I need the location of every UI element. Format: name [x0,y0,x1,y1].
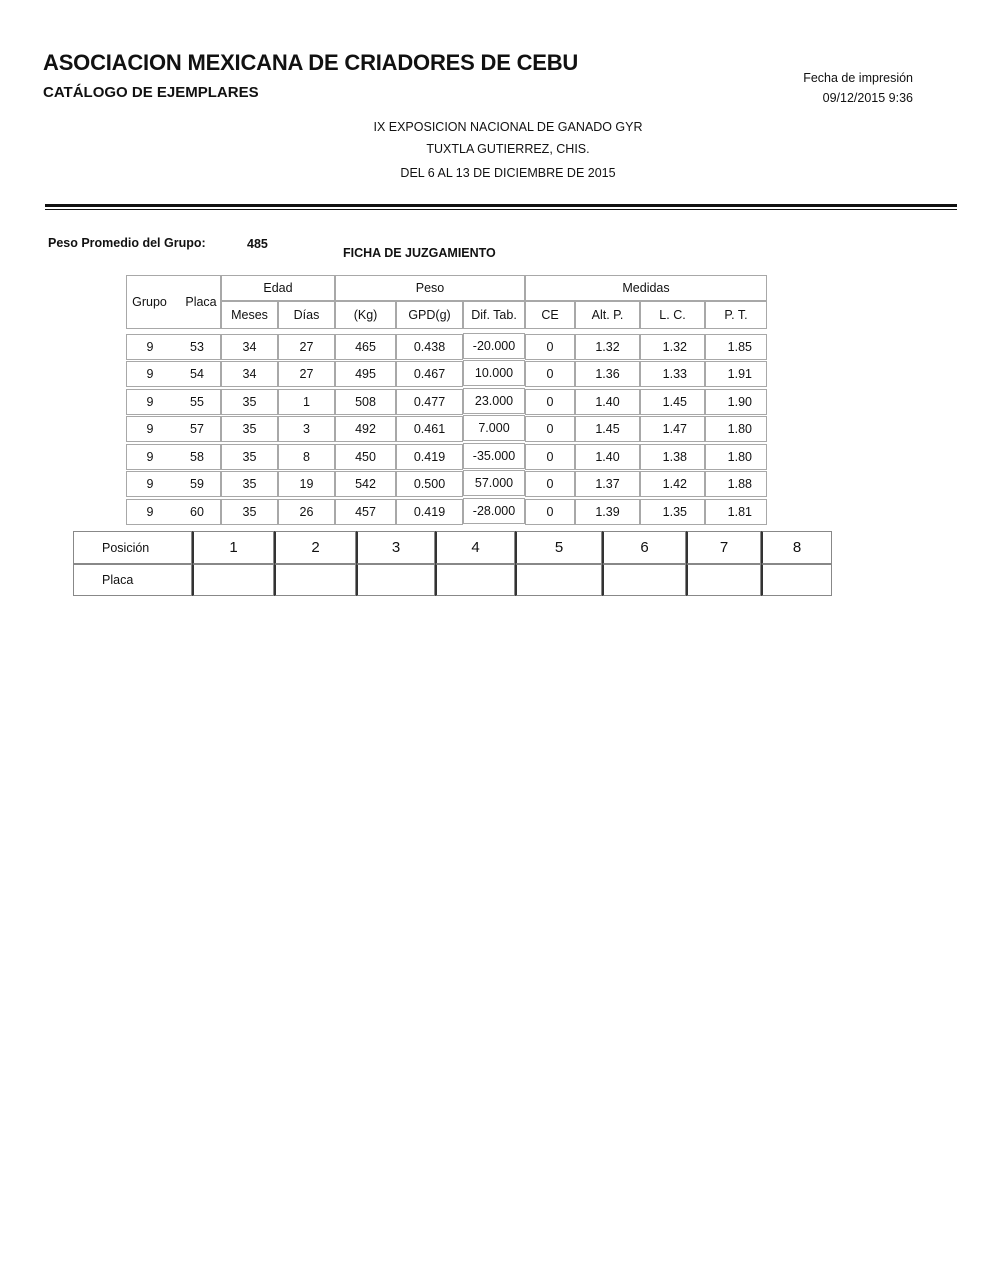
cell-placa: 57 [190,422,204,436]
placa-entry-6[interactable] [602,564,686,596]
cell-dias: 26 [278,499,335,525]
position-number-7: 7 [686,531,761,564]
subheader-ce: CE [525,301,575,329]
cell-ce: 0 [525,444,575,470]
cell-p-t: 1.85 [705,334,767,360]
cell-alt-p: 1.37 [575,471,640,497]
header-grupo: Grupo [132,295,167,309]
cell-placa: 60 [190,505,204,519]
cell-gpd: 0.419 [396,444,463,470]
cell-ce: 0 [525,389,575,415]
cell-gpd: 0.477 [396,389,463,415]
group-average-weight-label: Peso Promedio del Grupo: [48,236,206,250]
cell-grupo: 9 [146,395,154,409]
cell-grupo: 9 [146,422,154,436]
cell-grupo: 9 [146,367,154,381]
placa-entry-3[interactable] [356,564,435,596]
position-number-4: 4 [435,531,515,564]
subheader-l-c: L. C. [640,301,705,329]
document-subtitle: CATÁLOGO DE EJEMPLARES [43,84,259,101]
subheader-dias: Días [278,301,335,329]
cell-ce: 0 [525,361,575,387]
placa-entry-7[interactable] [686,564,761,596]
cell-meses: 35 [221,444,278,470]
cell-alt-p: 1.40 [575,389,640,415]
cell-l-c: 1.45 [640,389,705,415]
cell-ce: 0 [525,499,575,525]
cell-dif-tab: 7.000 [463,415,525,441]
cell-placa: 54 [190,367,204,381]
cell-gpd: 0.461 [396,416,463,442]
subheader-dif-tab: Dif. Tab. [463,301,525,329]
cell-meses: 35 [221,499,278,525]
subheader-meses: Meses [221,301,278,329]
cell-placa: 58 [190,450,204,464]
cell-l-c: 1.38 [640,444,705,470]
cell-l-c: 1.32 [640,334,705,360]
subheader-gpd: GPD(g) [396,301,463,329]
cell-grupo: 9 [146,505,154,519]
cell-kg: 508 [335,389,396,415]
cell-kg: 542 [335,471,396,497]
event-name: IX EXPOSICION NACIONAL DE GANADO GYR [373,120,643,134]
cell-alt-p: 1.32 [575,334,640,360]
cell-placa: 55 [190,395,204,409]
cell-dias: 27 [278,334,335,360]
placa-row-label: Placa [73,564,192,596]
cell-grupo: 9 [146,450,154,464]
position-number-3: 3 [356,531,435,564]
placa-entry-1[interactable] [192,564,274,596]
header-edad: Edad [221,275,335,301]
event-dates: DEL 6 AL 13 DE DICIEMBRE DE 2015 [400,166,616,180]
cell-dif-tab: 23.000 [463,388,525,414]
cell-dif-tab: 10.000 [463,360,525,386]
subheader-kg: (Kg) [335,301,396,329]
cell-dif-tab: -35.000 [463,443,525,469]
cell-p-t: 1.80 [705,416,767,442]
print-date-value: 09/12/2015 9:36 [822,91,913,105]
position-number-8: 8 [761,531,832,564]
cell-kg: 450 [335,444,396,470]
cell-kg: 492 [335,416,396,442]
cell-grupo: 9 [146,340,154,354]
cell-grupo: 9 [146,477,154,491]
judging-sheet-title: FICHA DE JUZGAMIENTO [343,246,496,260]
cell-placa: 59 [190,477,204,491]
cell-l-c: 1.47 [640,416,705,442]
position-row-label: Posición [73,531,192,564]
group-average-weight-value: 485 [247,237,268,251]
header-divider-thin [45,209,957,210]
position-number-1: 1 [192,531,274,564]
cell-p-t: 1.80 [705,444,767,470]
cell-alt-p: 1.40 [575,444,640,470]
header-peso: Peso [335,275,525,301]
cell-ce: 0 [525,471,575,497]
position-number-2: 2 [274,531,356,564]
cell-gpd: 0.419 [396,499,463,525]
header-placa: Placa [185,295,217,309]
placa-entry-4[interactable] [435,564,515,596]
cell-alt-p: 1.36 [575,361,640,387]
event-place: TUXTLA GUTIERREZ, CHIS. [426,142,590,156]
cell-gpd: 0.467 [396,361,463,387]
cell-l-c: 1.42 [640,471,705,497]
cell-dias: 19 [278,471,335,497]
cell-dif-tab: -20.000 [463,333,525,359]
cell-kg: 495 [335,361,396,387]
position-number-6: 6 [602,531,686,564]
cell-meses: 34 [221,361,278,387]
cell-alt-p: 1.45 [575,416,640,442]
cell-kg: 457 [335,499,396,525]
header-medidas: Medidas [525,275,767,301]
placa-entry-5[interactable] [515,564,602,596]
cell-p-t: 1.91 [705,361,767,387]
placa-entry-2[interactable] [274,564,356,596]
cell-l-c: 1.33 [640,361,705,387]
placa-entry-8[interactable] [761,564,832,596]
cell-dias: 1 [278,389,335,415]
cell-dias: 27 [278,361,335,387]
subheader-p-t: P. T. [705,301,767,329]
organization-title: ASOCIACION MEXICANA DE CRIADORES DE CEBU [43,50,579,75]
cell-meses: 35 [221,471,278,497]
position-number-5: 5 [515,531,602,564]
cell-meses: 35 [221,416,278,442]
cell-meses: 35 [221,389,278,415]
cell-dias: 3 [278,416,335,442]
print-date-label: Fecha de impresión [803,71,913,85]
cell-gpd: 0.438 [396,334,463,360]
cell-kg: 465 [335,334,396,360]
cell-meses: 34 [221,334,278,360]
header-divider [45,204,957,207]
cell-dif-tab: 57.000 [463,470,525,496]
cell-l-c: 1.35 [640,499,705,525]
cell-ce: 0 [525,416,575,442]
cell-gpd: 0.500 [396,471,463,497]
cell-dias: 8 [278,444,335,470]
cell-dif-tab: -28.000 [463,498,525,524]
subheader-alt-p: Alt. P. [575,301,640,329]
cell-p-t: 1.90 [705,389,767,415]
cell-placa: 53 [190,340,204,354]
cell-p-t: 1.81 [705,499,767,525]
cell-alt-p: 1.39 [575,499,640,525]
cell-p-t: 1.88 [705,471,767,497]
cell-ce: 0 [525,334,575,360]
